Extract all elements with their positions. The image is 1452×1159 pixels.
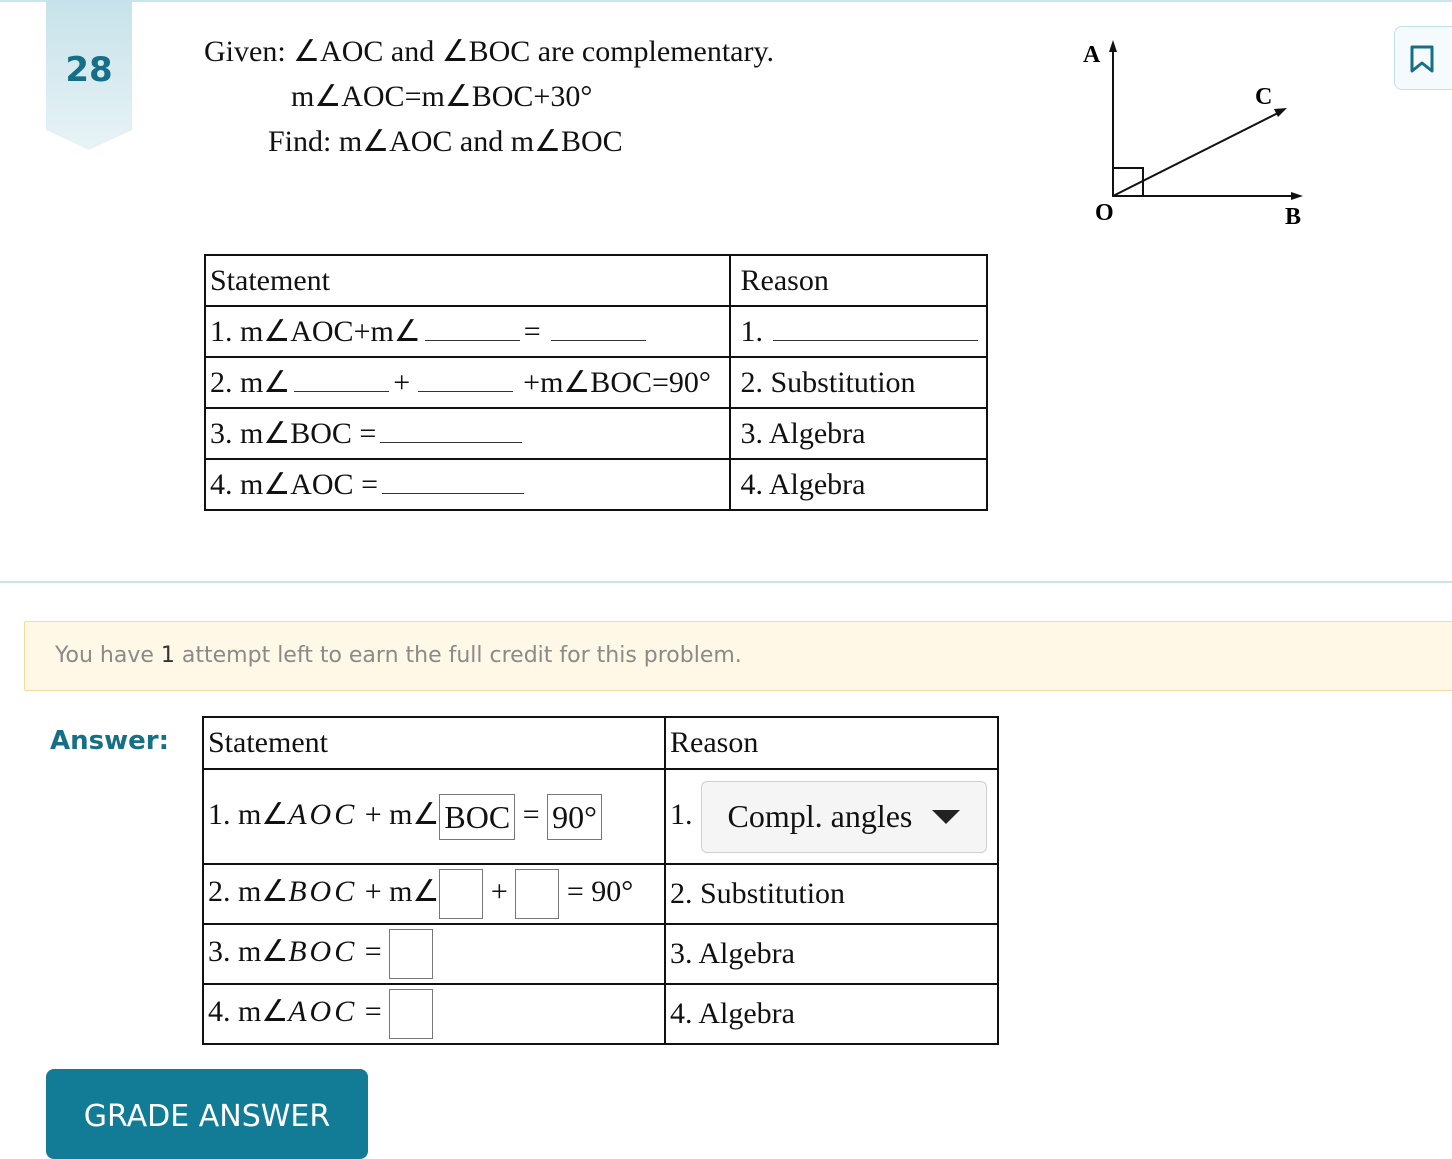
- table-row: [205, 306, 987, 357]
- statement-equals: =: [364, 994, 382, 1028]
- label-b: B: [1285, 204, 1302, 230]
- given-line-2: m∠AOC=m∠BOC+30°: [291, 80, 593, 113]
- statement-cell: [205, 408, 730, 459]
- dropdown-value: Compl. angles: [727, 798, 913, 834]
- blank-line: [773, 339, 978, 341]
- top-border: [0, 0, 1452, 2]
- header-statement: Statement: [205, 255, 730, 306]
- given-line-1: Given: ∠AOC and ∠BOC are complementary.: [204, 35, 775, 68]
- reason-dropdown[interactable]: [701, 781, 987, 853]
- problem-number-badge: [46, 0, 132, 150]
- header-reason: Reason: [730, 255, 988, 306]
- table-row: [205, 357, 987, 408]
- reason-cell: 2. Substitution: [730, 357, 988, 408]
- answer-input-1[interactable]: BOC: [439, 794, 515, 840]
- statement-cell: [203, 864, 665, 924]
- label-c: C: [1255, 84, 1273, 110]
- blank-line: [551, 339, 646, 341]
- reason-cell: [730, 306, 988, 357]
- statement-text: 4. m∠: [208, 994, 289, 1028]
- table-row: [203, 864, 998, 924]
- table-row: [205, 459, 987, 510]
- blank-line: [294, 390, 389, 392]
- ray-oc: [1113, 112, 1280, 196]
- statement-equals: =: [522, 797, 540, 831]
- angle-name: AOC: [288, 797, 358, 831]
- statement-text: 2. m∠: [210, 366, 291, 399]
- angle-name: BOC: [288, 874, 358, 908]
- bookmark-button[interactable]: [1394, 26, 1452, 90]
- angle-diagram: [1075, 32, 1325, 232]
- statement-text: 1. m∠AOC+m∠: [210, 315, 421, 348]
- statement-equals: =: [523, 315, 541, 348]
- table-row: [205, 408, 987, 459]
- answer-label: Answer:: [50, 726, 169, 756]
- find-line: Find: m∠AOC and m∠BOC: [268, 125, 623, 158]
- answer-input-4[interactable]: [515, 869, 559, 919]
- statement-cell: [203, 769, 665, 864]
- reason-cell: [665, 769, 998, 864]
- reason-cell: 4. Algebra: [665, 984, 998, 1044]
- statement-cell: [205, 357, 730, 408]
- answer-input-5[interactable]: [389, 929, 433, 979]
- reason-text: 1.: [740, 314, 763, 348]
- proof-table: [204, 254, 988, 511]
- statement-cell: [203, 984, 665, 1044]
- header-statement: Statement: [203, 717, 665, 769]
- grade-answer-button[interactable]: GRADE ANSWER: [46, 1069, 368, 1159]
- label-o: O: [1095, 200, 1114, 226]
- statement-equals: = 90°: [566, 874, 634, 908]
- statement-text: + m∠: [364, 874, 440, 908]
- label-a: A: [1083, 42, 1101, 68]
- blank-line: [418, 390, 513, 392]
- blank-line: [425, 339, 520, 341]
- notice-text-post: attempt left to earn the full credit for this problem.: [181, 643, 742, 668]
- header-reason: Reason: [665, 717, 998, 769]
- statement-equals: =: [364, 934, 382, 968]
- answer-table: [202, 716, 999, 1045]
- statement-cell: [205, 459, 730, 510]
- reason-cell: 3. Algebra: [730, 408, 988, 459]
- answer-input-6[interactable]: [389, 989, 433, 1039]
- notice-text-pre: You have: [55, 643, 154, 668]
- statement-text: 2. m∠: [208, 874, 289, 908]
- attempts-notice: [24, 621, 1452, 691]
- arrow-a: [1109, 40, 1117, 52]
- angle-name: BOC: [288, 934, 358, 968]
- statement-plus: +: [490, 874, 508, 908]
- caret-down-icon: [932, 810, 960, 824]
- problem-number: 28: [65, 50, 113, 90]
- statement-text: + m∠: [364, 797, 440, 831]
- statement-text: 4. m∠AOC =: [210, 468, 378, 501]
- statement-text: 3. m∠BOC =: [210, 417, 377, 450]
- table-row: [203, 769, 998, 864]
- statement-cell: [203, 924, 665, 984]
- statement-text: 3. m∠: [208, 934, 289, 968]
- answer-input-2[interactable]: 90°: [547, 794, 602, 840]
- blank-line: [380, 441, 522, 443]
- statement-cell: [205, 306, 730, 357]
- table-row: [203, 924, 998, 984]
- attempts-count: 1: [160, 643, 175, 668]
- bookmark-icon: [1409, 45, 1435, 73]
- blank-line: [382, 492, 524, 494]
- reason-number: 1.: [670, 797, 693, 831]
- angle-name: AOC: [288, 994, 358, 1028]
- section-divider: [0, 581, 1452, 583]
- statement-text: 1. m∠: [208, 797, 289, 831]
- reason-cell: 2. Substitution: [665, 864, 998, 924]
- right-angle-mark: [1113, 168, 1143, 196]
- statement-plus: +: [393, 366, 411, 399]
- arrow-b: [1291, 192, 1303, 200]
- table-row: [203, 984, 998, 1044]
- answer-input-3[interactable]: [439, 869, 483, 919]
- statement-suffix: +m∠BOC=90°: [523, 366, 711, 399]
- arrow-c: [1274, 108, 1287, 117]
- reason-cell: 3. Algebra: [665, 924, 998, 984]
- reason-cell: 4. Algebra: [730, 459, 988, 510]
